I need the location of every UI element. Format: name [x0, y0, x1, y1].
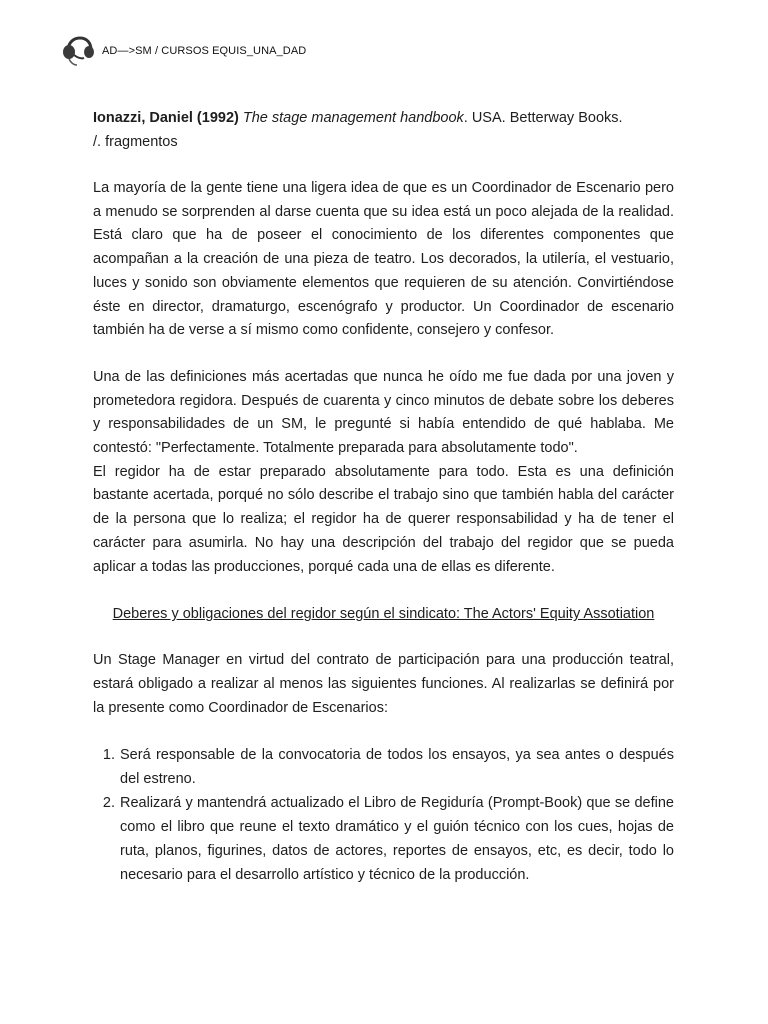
page-header: [60, 34, 306, 68]
paragraph-2: Una de las definiciones más acertadas que nunca he oído me fue dada por una joven y prometedora regidora. Después de cuarenta y cinco minutos de debate sobre los deberes y responsabilidades de un SM, le pregunté si había entendido de qué hablaba. Me contestó: "Perfectamente. Totalmente preparada para absolutamente todo".: [93, 368, 674, 457]
document-body: [93, 106, 674, 887]
paragraph-1: La mayoría de la gente tiene una ligera idea de que es un Coordinador de Escenario pero a menudo se sorprenden al darse cuenta que su idea está un poco alejada de la realidad. Está claro que ha de poseer el conocimiento de los diferentes componentes que acompañan a la creación de una pieza de teatro. Los decorados, la utilería, el vestuario, luces y sonido son obviamente elementos que requieren de su atención. Convirtiéndose éste en director, dramaturgo, escenógrafo y productor. Un Coordinador de escenario también ha de verse a sí mismo como confidente, consejero y confesor.: [93, 180, 674, 339]
paragraph-3: El regidor ha de estar preparado absolutamente para todo. Esta es una definición bastante acertada, porqué no sólo describe el trabajo sino que también habla del carácter de la persona que lo realiza; el regidor ha de querer responsabilidad y ha de tener el carácter para asumirla. No hay una descripción del trabajo del regidor que se pueda aplicar a todas las producciones, porqué cada una de ellas es diferente.: [93, 463, 674, 575]
citation-note: /. fragmentos: [93, 134, 178, 150]
headphones-headset-icon: [60, 34, 96, 68]
list-item: 2. Realizará y mantendrá actualizado el Libro de Regiduría (Prompt-Book) que se define como el libro que reune el texto dramático y el guión técnico con los cues, hojas de ruta, planos, figurines, datos de actores, reportes de ensayos, etc, es decir, todo lo necesario para el desarrollo artístico y técnico de la producción.: [119, 791, 674, 887]
duties-list: [93, 743, 674, 887]
citation: [93, 106, 674, 130]
citation-book-title: The stage management handbook: [242, 110, 464, 126]
list-item: 1. Será responsable de la convocatoria de todos los ensayos, ya sea antes o después del estreno.: [119, 743, 674, 791]
intro-paragraph: Un Stage Manager en virtud del contrato de participación para una producción teatral, estará obligado a realizar al menos las siguientes funciones. Al realizarlas se definirá por la presente como Coordinador de Escenarios:: [93, 652, 674, 716]
section-subtitle: Deberes y obligaciones del regidor según el sindicato: The Actors' Equity Assotiation: [112, 606, 655, 623]
citation-author: Ionazzi, Daniel (1992): [93, 110, 239, 126]
citation-publisher: . USA. Betterway Books.: [463, 110, 623, 126]
header-breadcrumb: AD—>SM / CURSOS EQUIS_UNA_DAD: [102, 45, 307, 57]
